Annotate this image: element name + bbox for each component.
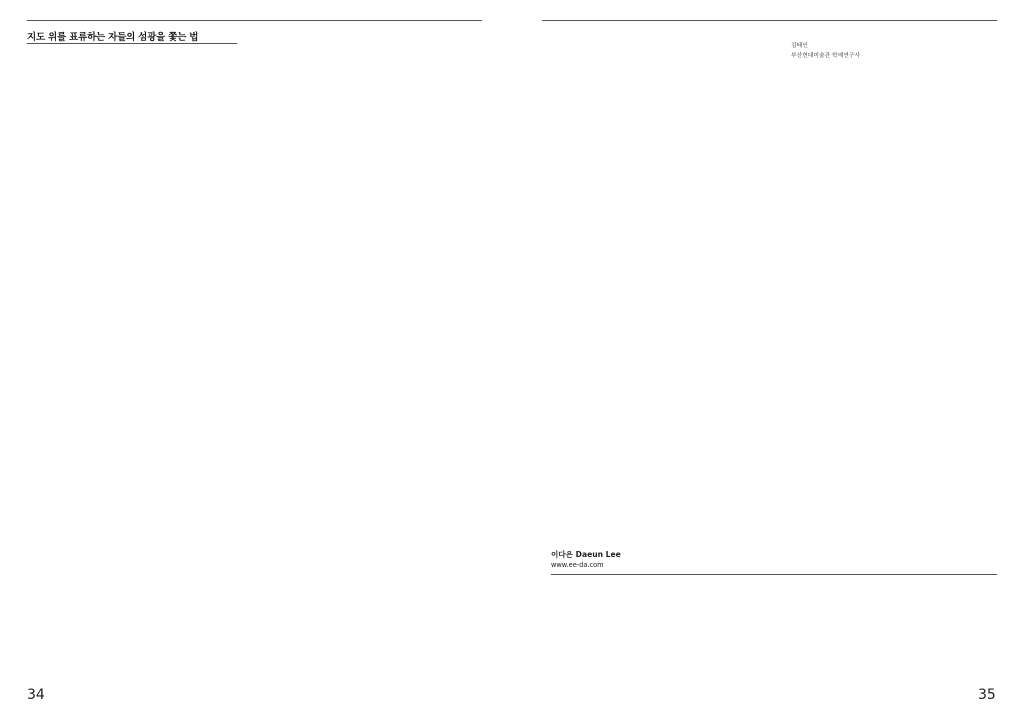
top-rule — [542, 20, 997, 21]
top-rule — [27, 20, 482, 21]
right-column-2 — [791, 30, 986, 62]
signature-affiliation: 부산현대미술관 학예연구사 — [791, 53, 861, 60]
right-column-1 — [551, 30, 748, 41]
bio-rule — [551, 574, 997, 575]
author-url[interactable]: www.ee-da.com — [551, 561, 604, 569]
page-number-right: 35 — [978, 687, 996, 703]
signature — [791, 41, 986, 62]
left-column-1 — [38, 70, 236, 81]
left-column-2 — [258, 30, 456, 41]
page-number-left: 34 — [27, 687, 45, 703]
article-title: 지도 위를 표류하는 자들의 섬광을 쫓는 법 — [27, 32, 199, 43]
right-page — [512, 0, 1024, 724]
author-block — [551, 549, 751, 571]
title-rule — [27, 43, 237, 44]
author-name: 이다은 Daeun Lee — [551, 550, 621, 559]
signature-name: 김태인 — [791, 42, 808, 49]
